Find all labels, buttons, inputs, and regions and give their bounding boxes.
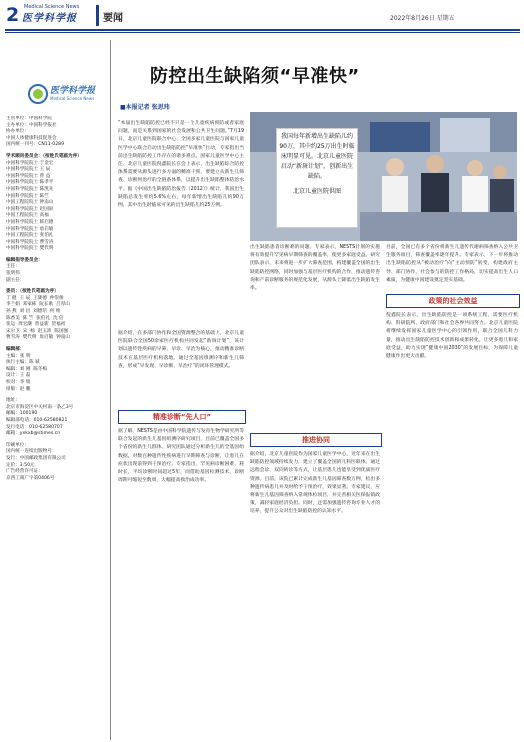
sidebar-masthead-line: 国内统一刊号：CN11-0289 <box>6 142 64 148</box>
sidebar-editors-line: 校对：李 娟 <box>6 379 31 385</box>
sidebar-members-heading: 委员：（按姓氏笔画为序） <box>6 289 59 295</box>
sidebar-advisory-line: 中国科学院院士 詹启敏 <box>6 226 54 232</box>
sidebar-logo-cn: 医学科学报 <box>50 86 96 96</box>
sidebar-address-line: 北京市海淀区中关村南一条乙3号 <box>6 404 74 410</box>
sidebar-address-line: 地址： <box>6 398 20 404</box>
sidebar-editors-line: 设计：王 磊 <box>6 373 31 379</box>
sidebar-logo-en: Medical Science News <box>50 96 95 101</box>
sidebar-advisory-line: 中国科学院院士 陈孝平 <box>6 180 54 186</box>
logo-emblem-icon <box>28 84 48 104</box>
subheading-coordination: 推进协同 <box>250 433 382 447</box>
article-body-col1b: 据介绍，在多部门协作和全国资源整合的基础上，北京儿童医院联合全国50余家医疗机构共同发起“新斑计划”，该计划以遗传性疾病的早筛、早诊、早治为核心，推动精准诊断技术在基层医疗机构落地。通过全基因组测序和新生儿筛查，形成“早发现、早诊断、早治疗”的闭环管理模式。 <box>118 331 244 369</box>
sidebar-masthead-line: 主办单位：中国科学报社 <box>6 122 57 128</box>
sidebar-print-line: 京西工商广字第0406号 <box>6 475 55 481</box>
sidebar-members-line: 李兰娟 邓家栋 阮长耿 吕厚山 <box>6 302 70 308</box>
sidebar-address-line[interactable]: 邮箱：yxkxb@stimes.cn <box>6 431 61 437</box>
sidebar-editors-heading: 编辑部： <box>6 347 25 352</box>
sidebar-address-line: 邮编：100190 <box>6 411 38 417</box>
sidebar-advisory-line: 中国科学院院士 赵国屏 <box>6 206 54 212</box>
sidebar-masthead-line: 主管单位：中国科学院 <box>6 116 52 121</box>
sidebar-members-line: 丁 健 王 辰 王陇德 仲崇俊 <box>6 295 64 301</box>
header-rule-thin <box>5 32 520 33</box>
photo-caption <box>276 128 358 228</box>
sidebar-advisory-line: 中国科学院院士 韩启德 <box>6 219 54 225</box>
header-divider <box>96 5 99 26</box>
sidebar-board-line: 副主任： <box>6 277 25 283</box>
sidebar-spacer <box>6 482 106 487</box>
sidebar-advisory-line: 中国科学院院士 曹雪涛 <box>6 239 54 245</box>
sidebar-board-line: 主任： <box>6 264 20 270</box>
sidebar-editors-line: 编辑：刘 刚 陈冬梅 <box>6 366 48 372</box>
newspaper-logo <box>22 4 80 24</box>
sidebar-board-line: 张明伟 <box>6 271 20 277</box>
article-body-col3b: 倪鑫院长表示，出生缺陷防控是一项系统工程，需要医疗机构、科研院所、政府部门和社会各界共同努力。北京儿童医院将继续发挥国家儿童医学中心的引领作用，联合全国儿科力量，推动出生缺陷防控技术创新和成果转化，让更多患儿和家庭受益，助力实现“健康中国2030”的发展目标，为保障儿童健康作出更大贡献。 <box>386 313 518 360</box>
issue-date: 2022年8月26日 星期五 <box>390 15 455 22</box>
sidebar-editors-line: 主编：张 明 <box>6 353 31 359</box>
sidebar-members-line: 孙 燕 刘 昌 刘德培 何 维 <box>6 309 61 315</box>
article-body-col1: “本届出生缺陷防控已经不只是一个儿童疾病预防或者家庭问题，而是关系到国家的社会发展和公共卫生问题。”7月19日，北京儿童医院联合中心、全国多家儿童医院与国家儿童医学中心联合启动出生缺陷防控“早准快”行动，专家指出当前出生缺陷防控工作存在的诸多难点。国家儿童医学中心主任、北京儿童医院倪鑫院长在会上表示，出生缺陷综合防控体系需要从源头进行多方面的精准干预，要建立从新生儿筛查、诊断到治疗的全链条体系，以提升出生缺陷整体防治水平。据《中国出生缺陷防治报告（2012）》统计，我国出生缺陷总发生率约5.6%左右，每年新增出生缺陷儿约90万例，其中出生时临床可见的出生缺陷儿约25万例。 <box>118 121 244 209</box>
header-rule <box>5 29 520 31</box>
sidebar-logo <box>28 82 96 108</box>
sidebar-board-heading: 编辑指导委员会： <box>6 257 43 263</box>
newspaper-logo-text: 医学科学报 <box>22 13 77 24</box>
sidebar-members-line: 陈香美 陈 竺 张伯礼 沈 倍 <box>6 315 64 321</box>
sidebar-advisory-line: 中国工程院院士 张伯礼 <box>6 233 54 239</box>
sidebar-masthead-line: 中国人体健康科技促进会 <box>6 135 57 141</box>
sidebar-print-line: 广告经营许可证： <box>6 469 43 475</box>
photo-credit: 北京儿童医院供图 <box>292 188 341 195</box>
sidebar-editors-line: 排版：赵 鹏 <box>6 386 31 392</box>
column-divider <box>110 40 111 740</box>
sidebar-advisory-line: 中国工程院院士 钟南山 <box>6 200 54 206</box>
sidebar-advisory-line: 中国科学院院士 曾 益 <box>6 173 51 179</box>
sidebar-print-line: 定价：3.50元 <box>6 462 35 468</box>
sidebar-advisory-line: 中国科学院院士 樊代明 <box>6 246 54 252</box>
masthead-info <box>6 116 106 736</box>
sidebar-address-line: 编辑部电话：010-62580821 <box>6 417 68 423</box>
sidebar-members-line: 宋尔卫 宋 杨 赵玉沛 陈国强 <box>6 328 69 334</box>
sidebar-print-line: 国内统一连续出版物号： <box>6 449 57 455</box>
subheading-diagnosis: 精准诊断“先人口” <box>118 410 246 424</box>
sidebar-address-line: 发行电话：010-62580707 <box>6 424 63 430</box>
article-byline: ■本报记者 张思玮 <box>120 104 170 111</box>
section-title: 要闻 <box>103 13 123 24</box>
page-number: 2 <box>6 4 20 26</box>
sidebar-print-line: 发行：中国邮政集团有限公司 <box>6 455 66 461</box>
newspaper-logo-en: Medical Science News <box>24 4 80 10</box>
article-body-col1c: 据了解，NESTS是由中国科学院遗传与发育生物学研究所等联合发起的新生儿基因组测序研究项目，目前已覆盖全国多个省份的新生儿群体。研究团队通过分析新生儿的全基因组数据，对数百种遗传性疾病进行早期筛查与诊断，让患儿在症状出现前得到干预治疗。专家指出，罕见病诊断困难、耗时长，平均诊断时间超过5年，而借助基因检测技术，诊断周期可缩短至数周，大幅提高救治成功率。 <box>118 429 244 484</box>
sidebar-members-line: 张运 周宏灏 曾益新 贺福初 <box>6 322 66 328</box>
sidebar-advisory-heading: 学术顾问委员会：（按姓氏笔画为序） <box>6 153 82 159</box>
article-body-col2b: 据介绍，北京儿童医院作为国家儿童医学中心，近年来在出生缺陷防控领域持续发力，建立了覆盖全国的儿科医联体，通过远程会诊、双向转诊等方式，让基层患儿也能享受到优质医疗资源。目前，该院已累计完成新生儿基因筛查数万例，检出多种遗传病患儿并及时给予干预治疗，效果显著。专家建议，应将新生儿基因筛查纳入常规体检项目，并完善相关医保报销政策，减轻家庭经济负担。同时，还需加强遗传咨询专业人才的培养，提升公众对出生缺陷防控的认知水平。 <box>250 452 380 515</box>
article-title: 防控出生缺陷须“早准快” <box>150 66 360 87</box>
sidebar-advisory-line: 中国科学院院士 陈竺 <box>6 193 49 199</box>
sidebar-print-line: 印刷单位： <box>6 442 29 448</box>
sidebar-advisory-line: 中国工程院院士 高福 <box>6 213 49 219</box>
sidebar-advisory-line: 中国科学院院士 王 辰 <box>6 167 51 173</box>
article-body-col2: 出生缺陷患者诊断难的问题。专家表示，NESTS计划的实施将有效提升罕见病早期筛查的覆盖率，使更多家庭受益。研究团队表示，未来将进一步扩大筛查范围，构建覆盖全国的出生缺陷防控网络，同时加强与基层医疗机构的合作，推动遗传咨询和产前诊断服务的规范化发展，从源头上降低出生缺陷发生率。 <box>250 245 380 292</box>
article-body-col3: 目前，全国已有多个省份将新生儿遗传代谢病筛查纳入公共卫生服务项目，筛查覆盖率逐年提升。专家表示，下一步将推动出生缺陷防控从“被动治疗”向“主动预防”转变，构建政府主导、部门协作、社会参与的防控工作格局，切实提高出生人口素质，为健康中国建设奠定坚实基础。 <box>386 245 518 283</box>
photo-caption-text: 我国每年新增出生缺陷儿约90万，其中约25万出生时临床明显可见。北京儿童医院启动“新斑计划”，创新出生缺陷。 <box>279 133 355 180</box>
subheading-social-benefit: 政策的社会效益 <box>386 294 520 308</box>
sidebar-advisory-line: 中国科学院院士 陈凯先 <box>6 186 54 192</box>
sidebar-masthead-line: 协办单位： <box>6 129 29 135</box>
sidebar-editors-line: 执行主编：陈 斌 <box>6 360 40 366</box>
sidebar-advisory-line: 中国科学院院士 于金宏 <box>6 160 54 166</box>
sidebar-members-line: 曹雪涛 樊代明 詹启敏 钟南山 <box>6 335 70 341</box>
